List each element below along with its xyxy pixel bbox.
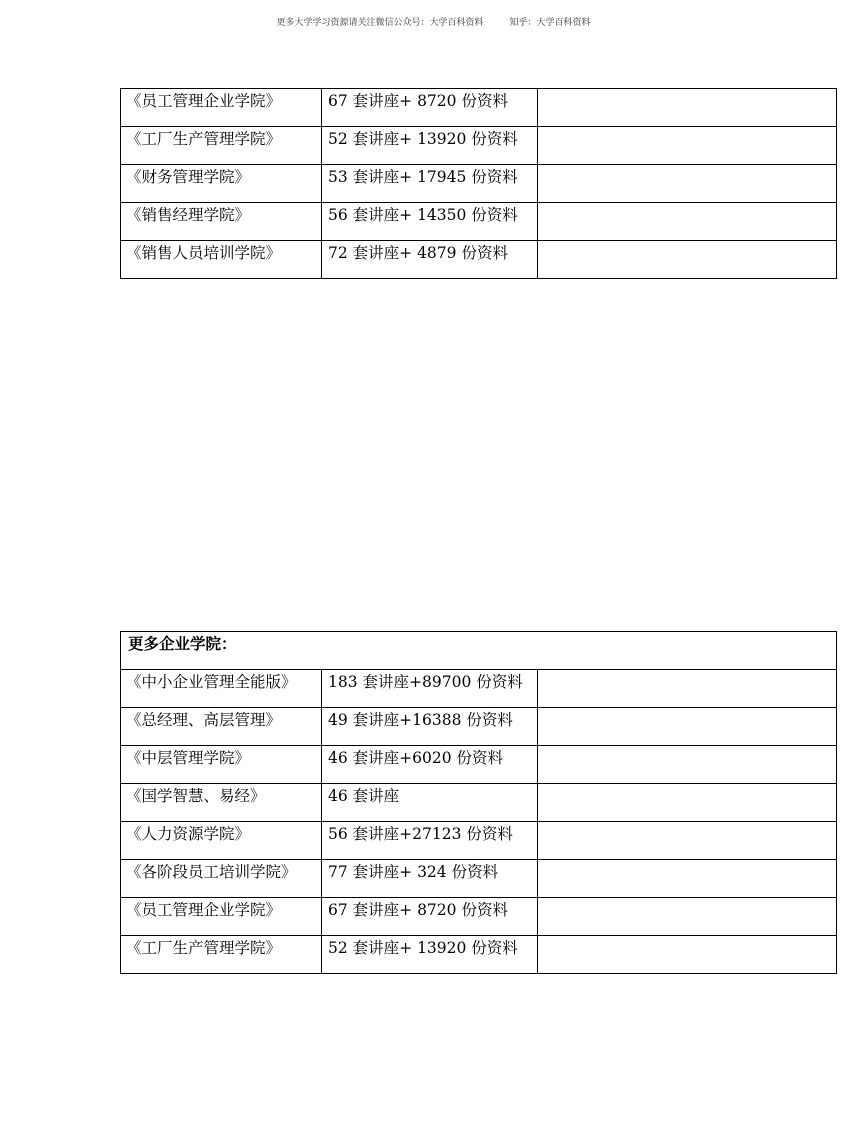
academy-detail-cell (322, 165, 538, 203)
academy-detail: 72 套讲座+ 4879 份资料 (328, 244, 508, 262)
academy-name-cell (121, 203, 322, 241)
academy-extra-cell (538, 89, 837, 127)
academy-extra-cell (538, 203, 837, 241)
academy-name: 《各阶段员工培训学院》 (126, 863, 297, 881)
academy-extra-cell (538, 127, 837, 165)
academy-detail-cell (322, 241, 538, 279)
academy-name-cell (121, 822, 322, 860)
academy-detail-cell (322, 89, 538, 127)
academy-detail: 56 套讲座+27123 份资料 (328, 825, 513, 843)
academy-extra (544, 165, 836, 166)
academy-name: 《销售人员培训学院》 (126, 244, 282, 262)
academy-name-cell (121, 898, 322, 936)
academy-extra (544, 784, 836, 785)
academy-name-cell (121, 860, 322, 898)
academy-extra (544, 822, 836, 823)
academy-name-cell (121, 241, 322, 279)
academy-table-2 (120, 631, 837, 974)
academy-name: 《中小企业管理全能版》 (126, 673, 297, 691)
academy-extra-cell (538, 670, 837, 708)
academy-extra-cell (538, 746, 837, 784)
academy-name-cell (121, 670, 322, 708)
academy-detail: 77 套讲座+ 324 份资料 (328, 863, 499, 881)
academy-detail-cell (322, 860, 538, 898)
academy-name: 《人力资源学院》 (126, 825, 251, 843)
table-row (121, 822, 837, 860)
academy-detail-cell (322, 936, 538, 974)
academy-extra-cell (538, 784, 837, 822)
academy-extra (544, 127, 836, 128)
academy-name-cell (121, 708, 322, 746)
section-title-row (121, 632, 837, 670)
header-zhihu-text: 知乎：大学百科资料 (509, 18, 591, 28)
academy-detail: 56 套讲座+ 14350 份资料 (328, 206, 518, 224)
table-row (121, 670, 837, 708)
table-row (121, 127, 837, 165)
academy-detail-cell (322, 898, 538, 936)
table-row (121, 241, 837, 279)
table-row (121, 165, 837, 203)
table-row (121, 860, 837, 898)
academy-name: 《财务管理学院》 (126, 168, 251, 186)
table-row (121, 898, 837, 936)
academy-extra-cell (538, 936, 837, 974)
table-row (121, 708, 837, 746)
table-row (121, 89, 837, 127)
table-row (121, 203, 837, 241)
academy-name: 《中层管理学院》 (126, 749, 251, 767)
academy-name-cell (121, 784, 322, 822)
academy-extra (544, 936, 836, 937)
academy-name-cell (121, 936, 322, 974)
section-title-cell (121, 632, 837, 670)
academy-extra (544, 89, 836, 90)
academy-name-cell (121, 746, 322, 784)
section-title: 更多企业学院： (128, 635, 237, 653)
academy-detail: 67 套讲座+ 8720 份资料 (328, 92, 508, 110)
academy-name: 《员工管理企业学院》 (126, 901, 282, 919)
academy-extra-cell (538, 898, 837, 936)
academy-name: 《工厂生产管理学院》 (126, 939, 282, 957)
academy-name-cell (121, 127, 322, 165)
academy-extra (544, 860, 836, 861)
academy-extra (544, 241, 836, 242)
header-wechat-text: 更多大学学习资源请关注微信公众号：大学百科资料 (276, 18, 484, 28)
academy-table-1 (120, 88, 837, 279)
academy-extra-cell (538, 822, 837, 860)
academy-extra (544, 708, 836, 709)
academy-detail-cell (322, 708, 538, 746)
academy-name: 《员工管理企业学院》 (126, 92, 282, 110)
academy-detail: 67 套讲座+ 8720 份资料 (328, 901, 508, 919)
table-row (121, 936, 837, 974)
academy-extra (544, 203, 836, 204)
academy-detail-cell (322, 746, 538, 784)
academy-detail-cell (322, 784, 538, 822)
academy-extra (544, 670, 836, 671)
academy-detail-cell (322, 127, 538, 165)
academy-name: 《销售经理学院》 (126, 206, 251, 224)
academy-name-cell (121, 165, 322, 203)
academy-extra-cell (538, 241, 837, 279)
academy-extra (544, 898, 836, 899)
academy-name: 《总经理、高层管理》 (126, 711, 282, 729)
academy-name: 《国学智慧、易经》 (126, 787, 266, 805)
academy-detail: 46 套讲座 (328, 787, 400, 805)
page-header (0, 15, 867, 28)
academy-detail: 52 套讲座+ 13920 份资料 (328, 130, 518, 148)
academy-extra-cell (538, 860, 837, 898)
academy-detail: 183 套讲座+89700 份资料 (328, 673, 523, 691)
academy-detail-cell (322, 822, 538, 860)
academy-name: 《工厂生产管理学院》 (126, 130, 282, 148)
academy-name-cell (121, 89, 322, 127)
table-row (121, 784, 837, 822)
academy-extra-cell (538, 165, 837, 203)
academy-detail: 49 套讲座+16388 份资料 (328, 711, 513, 729)
academy-detail-cell (322, 203, 538, 241)
academy-extra-cell (538, 708, 837, 746)
academy-extra (544, 746, 836, 747)
academy-detail: 46 套讲座+6020 份资料 (328, 749, 504, 767)
academy-detail: 53 套讲座+ 17945 份资料 (328, 168, 518, 186)
academy-detail-cell (322, 670, 538, 708)
table-row (121, 746, 837, 784)
academy-detail: 52 套讲座+ 13920 份资料 (328, 939, 518, 957)
